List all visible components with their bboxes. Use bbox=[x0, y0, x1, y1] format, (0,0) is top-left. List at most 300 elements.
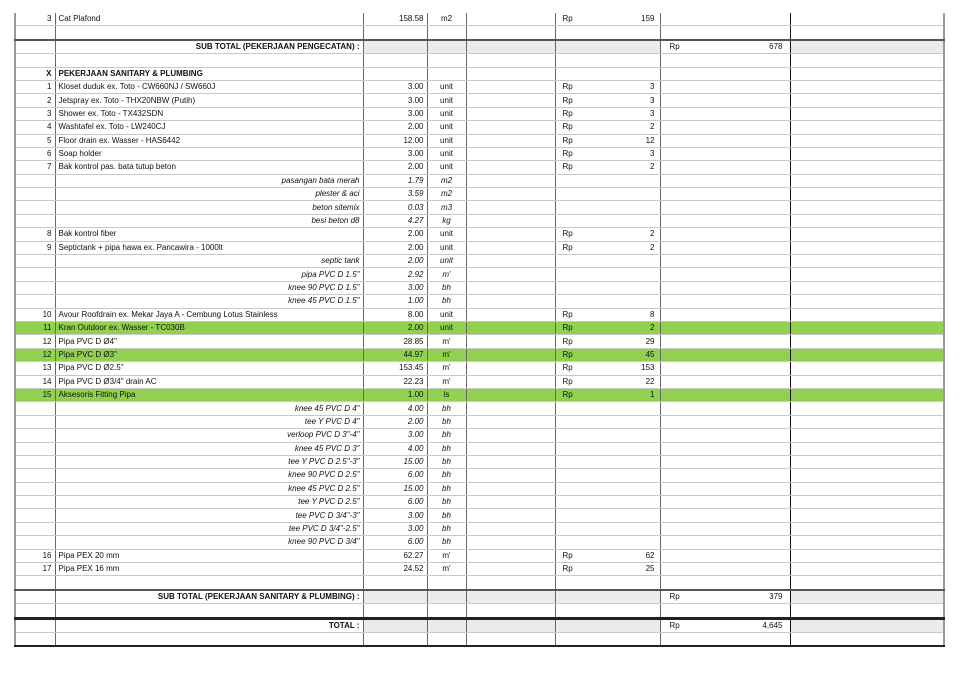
cell-unit[interactable] bbox=[427, 67, 466, 80]
cell-desc[interactable]: Pipa PEX 16 mm bbox=[55, 563, 363, 576]
cell-vol[interactable]: 15.00 bbox=[363, 482, 427, 495]
cell-blank[interactable] bbox=[466, 362, 555, 375]
cell-desc[interactable]: Floor drain ex. Wasser - HAS6442 bbox=[55, 134, 363, 147]
cell-note[interactable] bbox=[790, 13, 944, 26]
cell-unit[interactable]: bh bbox=[427, 522, 466, 535]
cell-no[interactable] bbox=[15, 201, 55, 214]
cell-desc[interactable] bbox=[55, 576, 363, 590]
cell-price[interactable] bbox=[555, 388, 660, 401]
cell-unit[interactable]: unit bbox=[427, 321, 466, 334]
cell-unit[interactable]: bh bbox=[427, 429, 466, 442]
cell-no[interactable] bbox=[15, 455, 55, 468]
cell-no[interactable]: 14 bbox=[15, 375, 55, 388]
cell-unit[interactable]: unit bbox=[427, 121, 466, 134]
cell-note[interactable] bbox=[790, 94, 944, 107]
cell-unit[interactable]: bh bbox=[427, 281, 466, 294]
cell-vol[interactable] bbox=[363, 26, 427, 40]
cell-note[interactable] bbox=[790, 214, 944, 227]
cell-note[interactable] bbox=[790, 54, 944, 67]
cell-blank[interactable] bbox=[466, 388, 555, 401]
cell-price[interactable] bbox=[555, 308, 660, 321]
cell-unit[interactable]: unit bbox=[427, 161, 466, 174]
cell-price[interactable] bbox=[555, 107, 660, 120]
cell-blank[interactable] bbox=[466, 94, 555, 107]
cell-tot[interactable] bbox=[660, 375, 790, 388]
cell-vol[interactable]: 2.00 bbox=[363, 241, 427, 254]
cell-unit[interactable]: m' bbox=[427, 268, 466, 281]
cell-unit[interactable]: m' bbox=[427, 549, 466, 562]
cell-no[interactable] bbox=[15, 509, 55, 522]
cell-desc[interactable]: Aksesoris Fitting Pipa bbox=[55, 388, 363, 401]
cell-desc[interactable]: PEKERJAAN SANITARY & PLUMBING bbox=[55, 67, 363, 80]
cell-vol[interactable]: 22.23 bbox=[363, 375, 427, 388]
cell-desc[interactable]: Kloset duduk ex. Toto - CW660NJ / SW660J bbox=[55, 80, 363, 93]
cell-vol[interactable]: 4.00 bbox=[363, 402, 427, 415]
cell-price[interactable] bbox=[555, 80, 660, 93]
cell-vol[interactable]: 3.00 bbox=[363, 94, 427, 107]
cell-desc[interactable]: Septictank + pipa hawa ex. Pancawira - 1000lt bbox=[55, 241, 363, 254]
cell-blank[interactable] bbox=[466, 281, 555, 294]
cell-unit[interactable] bbox=[427, 54, 466, 67]
cell-desc[interactable]: knee 45 PVC D 2.5" bbox=[55, 482, 363, 495]
cell-desc[interactable]: knee 45 PVC D 1.5" bbox=[55, 295, 363, 308]
cell-desc[interactable]: septic tank bbox=[55, 255, 363, 268]
cell-vol[interactable]: 153.45 bbox=[363, 362, 427, 375]
cell-tot[interactable] bbox=[660, 94, 790, 107]
cell-tot[interactable] bbox=[660, 402, 790, 415]
cell-no[interactable]: 13 bbox=[15, 362, 55, 375]
cell-price[interactable] bbox=[555, 40, 660, 54]
cell-vol[interactable]: 44.97 bbox=[363, 348, 427, 361]
cell-note[interactable] bbox=[790, 375, 944, 388]
cell-desc[interactable]: Pipa PEX 20 mm bbox=[55, 549, 363, 562]
cell-unit[interactable]: unit bbox=[427, 241, 466, 254]
cell-price[interactable] bbox=[555, 13, 660, 26]
cell-vol[interactable]: 3.00 bbox=[363, 522, 427, 535]
cell-price[interactable] bbox=[555, 281, 660, 294]
cell-tot[interactable] bbox=[660, 228, 790, 241]
cell-no[interactable]: 2 bbox=[15, 94, 55, 107]
cell-no[interactable] bbox=[15, 618, 55, 632]
cell-vol[interactable]: 2.00 bbox=[363, 121, 427, 134]
cell-vol[interactable]: 2.00 bbox=[363, 321, 427, 334]
cell-vol[interactable]: 6.00 bbox=[363, 536, 427, 549]
cell-unit[interactable]: m' bbox=[427, 563, 466, 576]
cell-tot[interactable] bbox=[660, 429, 790, 442]
cell-no[interactable] bbox=[15, 268, 55, 281]
cell-price[interactable] bbox=[555, 321, 660, 334]
cell-no[interactable] bbox=[15, 174, 55, 187]
cell-vol[interactable]: 1.00 bbox=[363, 388, 427, 401]
cell-tot[interactable] bbox=[660, 415, 790, 428]
cell-desc[interactable]: knee 90 PVC D 1.5" bbox=[55, 281, 363, 294]
cell-no[interactable]: 1 bbox=[15, 80, 55, 93]
cell-note[interactable] bbox=[790, 632, 944, 646]
cell-vol[interactable] bbox=[363, 576, 427, 590]
cell-vol[interactable]: 0.03 bbox=[363, 201, 427, 214]
cell-tot[interactable] bbox=[660, 13, 790, 26]
cell-note[interactable] bbox=[790, 442, 944, 455]
cell-note[interactable] bbox=[790, 268, 944, 281]
cell-vol[interactable]: 6.00 bbox=[363, 496, 427, 509]
cell-no[interactable] bbox=[15, 429, 55, 442]
cell-blank[interactable] bbox=[466, 40, 555, 54]
cell-blank[interactable] bbox=[466, 536, 555, 549]
cell-tot[interactable] bbox=[660, 442, 790, 455]
cell-blank[interactable] bbox=[466, 188, 555, 201]
cell-blank[interactable] bbox=[466, 576, 555, 590]
cell-price[interactable] bbox=[555, 188, 660, 201]
cell-vol[interactable]: 3.00 bbox=[363, 281, 427, 294]
cell-price[interactable] bbox=[555, 549, 660, 562]
cell-vol[interactable]: 2.92 bbox=[363, 268, 427, 281]
cell-price[interactable] bbox=[555, 54, 660, 67]
cell-desc[interactable]: Pipa PVC D Ø2.5" bbox=[55, 362, 363, 375]
cell-note[interactable] bbox=[790, 590, 944, 604]
cell-price[interactable] bbox=[555, 563, 660, 576]
cell-vol[interactable] bbox=[363, 632, 427, 646]
cell-desc[interactable]: besi beton d8 bbox=[55, 214, 363, 227]
cell-blank[interactable] bbox=[466, 618, 555, 632]
cell-unit[interactable]: bh bbox=[427, 536, 466, 549]
cell-desc[interactable] bbox=[55, 54, 363, 67]
cell-unit[interactable]: unit bbox=[427, 255, 466, 268]
cell-unit[interactable] bbox=[427, 604, 466, 618]
cell-no[interactable]: 3 bbox=[15, 13, 55, 26]
cell-no[interactable]: 15 bbox=[15, 388, 55, 401]
cell-blank[interactable] bbox=[466, 455, 555, 468]
cell-price[interactable] bbox=[555, 147, 660, 160]
cell-vol[interactable]: 4.00 bbox=[363, 442, 427, 455]
cell-desc[interactable]: verloop PVC D 3"-4" bbox=[55, 429, 363, 442]
cell-desc[interactable]: pasangan bata merah bbox=[55, 174, 363, 187]
cell-desc[interactable]: plester & aci bbox=[55, 188, 363, 201]
cell-tot[interactable] bbox=[660, 509, 790, 522]
cell-price[interactable] bbox=[555, 214, 660, 227]
cell-blank[interactable] bbox=[466, 590, 555, 604]
cell-no[interactable]: 10 bbox=[15, 308, 55, 321]
cell-vol[interactable]: 2.00 bbox=[363, 255, 427, 268]
cell-price[interactable] bbox=[555, 522, 660, 535]
cell-tot[interactable] bbox=[660, 522, 790, 535]
cell-unit[interactable] bbox=[427, 26, 466, 40]
cell-no[interactable] bbox=[15, 590, 55, 604]
cell-blank[interactable] bbox=[466, 255, 555, 268]
cell-tot[interactable] bbox=[660, 455, 790, 468]
cell-blank[interactable] bbox=[466, 201, 555, 214]
cell-vol[interactable]: 3.00 bbox=[363, 429, 427, 442]
cell-note[interactable] bbox=[790, 26, 944, 40]
cell-no[interactable]: 9 bbox=[15, 241, 55, 254]
cell-tot[interactable] bbox=[660, 268, 790, 281]
cell-note[interactable] bbox=[790, 509, 944, 522]
cell-note[interactable] bbox=[790, 255, 944, 268]
cell-tot[interactable] bbox=[660, 362, 790, 375]
cell-no[interactable] bbox=[15, 281, 55, 294]
cell-desc[interactable]: pipa PVC D 1.5" bbox=[55, 268, 363, 281]
cell-tot[interactable] bbox=[660, 161, 790, 174]
cell-price[interactable] bbox=[555, 201, 660, 214]
cell-no[interactable] bbox=[15, 40, 55, 54]
cell-no[interactable] bbox=[15, 255, 55, 268]
cell-price[interactable] bbox=[555, 268, 660, 281]
cell-blank[interactable] bbox=[466, 13, 555, 26]
cell-tot[interactable] bbox=[660, 147, 790, 160]
cell-tot[interactable] bbox=[660, 496, 790, 509]
cell-blank[interactable] bbox=[466, 121, 555, 134]
cell-unit[interactable] bbox=[427, 618, 466, 632]
cell-vol[interactable]: 1.00 bbox=[363, 295, 427, 308]
cell-tot[interactable] bbox=[660, 80, 790, 93]
cell-vol[interactable] bbox=[363, 40, 427, 54]
cell-tot[interactable] bbox=[660, 576, 790, 590]
cell-note[interactable] bbox=[790, 174, 944, 187]
cell-blank[interactable] bbox=[466, 134, 555, 147]
cell-no[interactable] bbox=[15, 295, 55, 308]
cell-vol[interactable]: 3.59 bbox=[363, 188, 427, 201]
cell-vol[interactable]: 8.00 bbox=[363, 308, 427, 321]
cell-no[interactable]: 7 bbox=[15, 161, 55, 174]
cell-desc[interactable]: knee 90 PVC D 3/4" bbox=[55, 536, 363, 549]
cell-price[interactable] bbox=[555, 415, 660, 428]
cell-price[interactable] bbox=[555, 442, 660, 455]
cell-desc[interactable]: Pipa PVC D Ø3/4" drain AC bbox=[55, 375, 363, 388]
cell-desc[interactable] bbox=[55, 26, 363, 40]
cell-price[interactable] bbox=[555, 295, 660, 308]
cell-desc[interactable]: Pipa PVC D Ø3" bbox=[55, 348, 363, 361]
cell-price[interactable] bbox=[555, 362, 660, 375]
cell-note[interactable] bbox=[790, 228, 944, 241]
cell-blank[interactable] bbox=[466, 26, 555, 40]
cell-blank[interactable] bbox=[466, 482, 555, 495]
cell-price[interactable] bbox=[555, 618, 660, 632]
cell-unit[interactable]: m' bbox=[427, 375, 466, 388]
cell-unit[interactable]: unit bbox=[427, 80, 466, 93]
cell-no[interactable] bbox=[15, 536, 55, 549]
cell-desc[interactable]: SUB TOTAL (PEKERJAAN PENGECATAN) : bbox=[55, 40, 363, 54]
cell-desc[interactable]: knee 45 PVC D 4" bbox=[55, 402, 363, 415]
cell-tot[interactable] bbox=[660, 67, 790, 80]
cell-unit[interactable]: unit bbox=[427, 308, 466, 321]
cell-blank[interactable] bbox=[466, 54, 555, 67]
cell-tot[interactable] bbox=[660, 308, 790, 321]
cell-vol[interactable]: 3.00 bbox=[363, 147, 427, 160]
cell-note[interactable] bbox=[790, 40, 944, 54]
cell-vol[interactable]: 28.85 bbox=[363, 335, 427, 348]
cell-price[interactable] bbox=[555, 402, 660, 415]
cell-unit[interactable]: m' bbox=[427, 348, 466, 361]
cell-note[interactable] bbox=[790, 415, 944, 428]
cell-tot[interactable] bbox=[660, 255, 790, 268]
cell-tot[interactable] bbox=[660, 40, 790, 54]
cell-desc[interactable]: Pipa PVC D Ø4" bbox=[55, 335, 363, 348]
cell-blank[interactable] bbox=[466, 604, 555, 618]
cell-unit[interactable]: kg bbox=[427, 214, 466, 227]
cell-desc[interactable] bbox=[55, 604, 363, 618]
cell-blank[interactable] bbox=[466, 335, 555, 348]
cell-no[interactable] bbox=[15, 402, 55, 415]
cell-unit[interactable]: unit bbox=[427, 134, 466, 147]
cell-unit[interactable]: ls bbox=[427, 388, 466, 401]
cell-desc[interactable]: Kran Outdoor ex. Wasser - TC030B bbox=[55, 321, 363, 334]
cell-tot[interactable] bbox=[660, 388, 790, 401]
cell-tot[interactable] bbox=[660, 188, 790, 201]
cell-note[interactable] bbox=[790, 402, 944, 415]
cell-note[interactable] bbox=[790, 482, 944, 495]
cell-tot[interactable] bbox=[660, 281, 790, 294]
cell-note[interactable] bbox=[790, 134, 944, 147]
cell-blank[interactable] bbox=[466, 632, 555, 646]
cell-vol[interactable]: 3.00 bbox=[363, 80, 427, 93]
cell-unit[interactable]: bh bbox=[427, 295, 466, 308]
cell-unit[interactable]: unit bbox=[427, 228, 466, 241]
cell-desc[interactable]: TOTAL : bbox=[55, 618, 363, 632]
cell-desc[interactable]: tee Y PVC D 2.5" bbox=[55, 496, 363, 509]
cell-vol[interactable]: 3.00 bbox=[363, 509, 427, 522]
cell-no[interactable]: 6 bbox=[15, 147, 55, 160]
cell-note[interactable] bbox=[790, 321, 944, 334]
cell-price[interactable] bbox=[555, 67, 660, 80]
cell-note[interactable] bbox=[790, 67, 944, 80]
cell-no[interactable]: 5 bbox=[15, 134, 55, 147]
cell-no[interactable] bbox=[15, 442, 55, 455]
cell-vol[interactable]: 12.00 bbox=[363, 134, 427, 147]
cell-price[interactable] bbox=[555, 455, 660, 468]
cell-blank[interactable] bbox=[466, 80, 555, 93]
cell-vol[interactable]: 62.27 bbox=[363, 549, 427, 562]
cell-desc[interactable]: Washtafel ex. Toto - LW240CJ bbox=[55, 121, 363, 134]
cell-unit[interactable]: bh bbox=[427, 469, 466, 482]
cell-price[interactable] bbox=[555, 576, 660, 590]
cell-blank[interactable] bbox=[466, 429, 555, 442]
cell-desc[interactable]: Bak kontrol fiber bbox=[55, 228, 363, 241]
cell-unit[interactable]: m' bbox=[427, 335, 466, 348]
cell-tot[interactable] bbox=[660, 632, 790, 646]
cell-unit[interactable]: bh bbox=[427, 482, 466, 495]
cell-price[interactable] bbox=[555, 94, 660, 107]
cell-unit[interactable] bbox=[427, 590, 466, 604]
cell-unit[interactable]: m2 bbox=[427, 174, 466, 187]
cell-note[interactable] bbox=[790, 348, 944, 361]
cell-price[interactable] bbox=[555, 536, 660, 549]
cell-vol[interactable]: 15.00 bbox=[363, 455, 427, 468]
cell-note[interactable] bbox=[790, 618, 944, 632]
cell-desc[interactable]: tee Y PVC D 4" bbox=[55, 415, 363, 428]
cell-desc[interactable]: Shower ex. Toto - TX432SDN bbox=[55, 107, 363, 120]
cell-blank[interactable] bbox=[466, 496, 555, 509]
cell-unit[interactable]: m2 bbox=[427, 13, 466, 26]
cell-blank[interactable] bbox=[466, 107, 555, 120]
cell-tot[interactable] bbox=[660, 174, 790, 187]
cell-desc[interactable]: knee 90 PVC D 2.5" bbox=[55, 469, 363, 482]
cell-tot[interactable] bbox=[660, 604, 790, 618]
cell-no[interactable] bbox=[15, 188, 55, 201]
cell-tot[interactable] bbox=[660, 26, 790, 40]
cell-note[interactable] bbox=[790, 455, 944, 468]
cell-no[interactable]: 4 bbox=[15, 121, 55, 134]
cell-tot[interactable] bbox=[660, 201, 790, 214]
cell-vol[interactable]: 4.27 bbox=[363, 214, 427, 227]
cell-price[interactable] bbox=[555, 604, 660, 618]
cell-vol[interactable] bbox=[363, 590, 427, 604]
cell-blank[interactable] bbox=[466, 147, 555, 160]
cell-desc[interactable]: tee PVC D 3/4"-3" bbox=[55, 509, 363, 522]
cell-blank[interactable] bbox=[466, 67, 555, 80]
cell-vol[interactable]: 2.00 bbox=[363, 228, 427, 241]
cell-no[interactable]: 11 bbox=[15, 321, 55, 334]
cell-unit[interactable]: m' bbox=[427, 362, 466, 375]
cell-no[interactable]: 17 bbox=[15, 563, 55, 576]
cell-blank[interactable] bbox=[466, 268, 555, 281]
cell-note[interactable] bbox=[790, 563, 944, 576]
cell-unit[interactable]: m3 bbox=[427, 201, 466, 214]
cell-price[interactable] bbox=[555, 26, 660, 40]
cell-no[interactable]: 3 bbox=[15, 107, 55, 120]
cell-note[interactable] bbox=[790, 161, 944, 174]
cell-desc[interactable]: Avour Roofdrain ex. Mekar Jaya A - Cembung Lotus Stainless bbox=[55, 308, 363, 321]
cell-unit[interactable]: bh bbox=[427, 509, 466, 522]
cell-vol[interactable] bbox=[363, 618, 427, 632]
cell-price[interactable] bbox=[555, 348, 660, 361]
cell-note[interactable] bbox=[790, 429, 944, 442]
cell-no[interactable]: 12 bbox=[15, 335, 55, 348]
cell-note[interactable] bbox=[790, 121, 944, 134]
cell-note[interactable] bbox=[790, 388, 944, 401]
cell-no[interactable]: 12 bbox=[15, 348, 55, 361]
cell-unit[interactable]: bh bbox=[427, 496, 466, 509]
cell-tot[interactable] bbox=[660, 563, 790, 576]
cell-tot[interactable] bbox=[660, 536, 790, 549]
cell-price[interactable] bbox=[555, 482, 660, 495]
cell-note[interactable] bbox=[790, 308, 944, 321]
cell-price[interactable] bbox=[555, 632, 660, 646]
cell-no[interactable] bbox=[15, 26, 55, 40]
cell-note[interactable] bbox=[790, 469, 944, 482]
cell-blank[interactable] bbox=[466, 321, 555, 334]
cell-no[interactable] bbox=[15, 496, 55, 509]
cell-vol[interactable] bbox=[363, 54, 427, 67]
cell-tot[interactable] bbox=[660, 469, 790, 482]
cell-price[interactable] bbox=[555, 255, 660, 268]
cell-tot[interactable] bbox=[660, 295, 790, 308]
cell-blank[interactable] bbox=[466, 563, 555, 576]
cell-note[interactable] bbox=[790, 147, 944, 160]
cell-price[interactable] bbox=[555, 590, 660, 604]
cell-note[interactable] bbox=[790, 335, 944, 348]
cell-no[interactable] bbox=[15, 54, 55, 67]
cell-note[interactable] bbox=[790, 604, 944, 618]
cell-blank[interactable] bbox=[466, 549, 555, 562]
cell-note[interactable] bbox=[790, 201, 944, 214]
cell-unit[interactable]: unit bbox=[427, 94, 466, 107]
cell-note[interactable] bbox=[790, 295, 944, 308]
cell-blank[interactable] bbox=[466, 161, 555, 174]
cell-blank[interactable] bbox=[466, 348, 555, 361]
cell-unit[interactable]: bh bbox=[427, 442, 466, 455]
cell-unit[interactable]: bh bbox=[427, 402, 466, 415]
cell-tot[interactable] bbox=[660, 134, 790, 147]
cell-blank[interactable] bbox=[466, 214, 555, 227]
cell-price[interactable] bbox=[555, 496, 660, 509]
cell-note[interactable] bbox=[790, 576, 944, 590]
cell-no[interactable]: X bbox=[15, 67, 55, 80]
cell-vol[interactable]: 24.52 bbox=[363, 563, 427, 576]
cell-vol[interactable]: 2.00 bbox=[363, 415, 427, 428]
cell-blank[interactable] bbox=[466, 469, 555, 482]
cell-note[interactable] bbox=[790, 188, 944, 201]
cell-note[interactable] bbox=[790, 536, 944, 549]
cell-tot[interactable] bbox=[660, 549, 790, 562]
